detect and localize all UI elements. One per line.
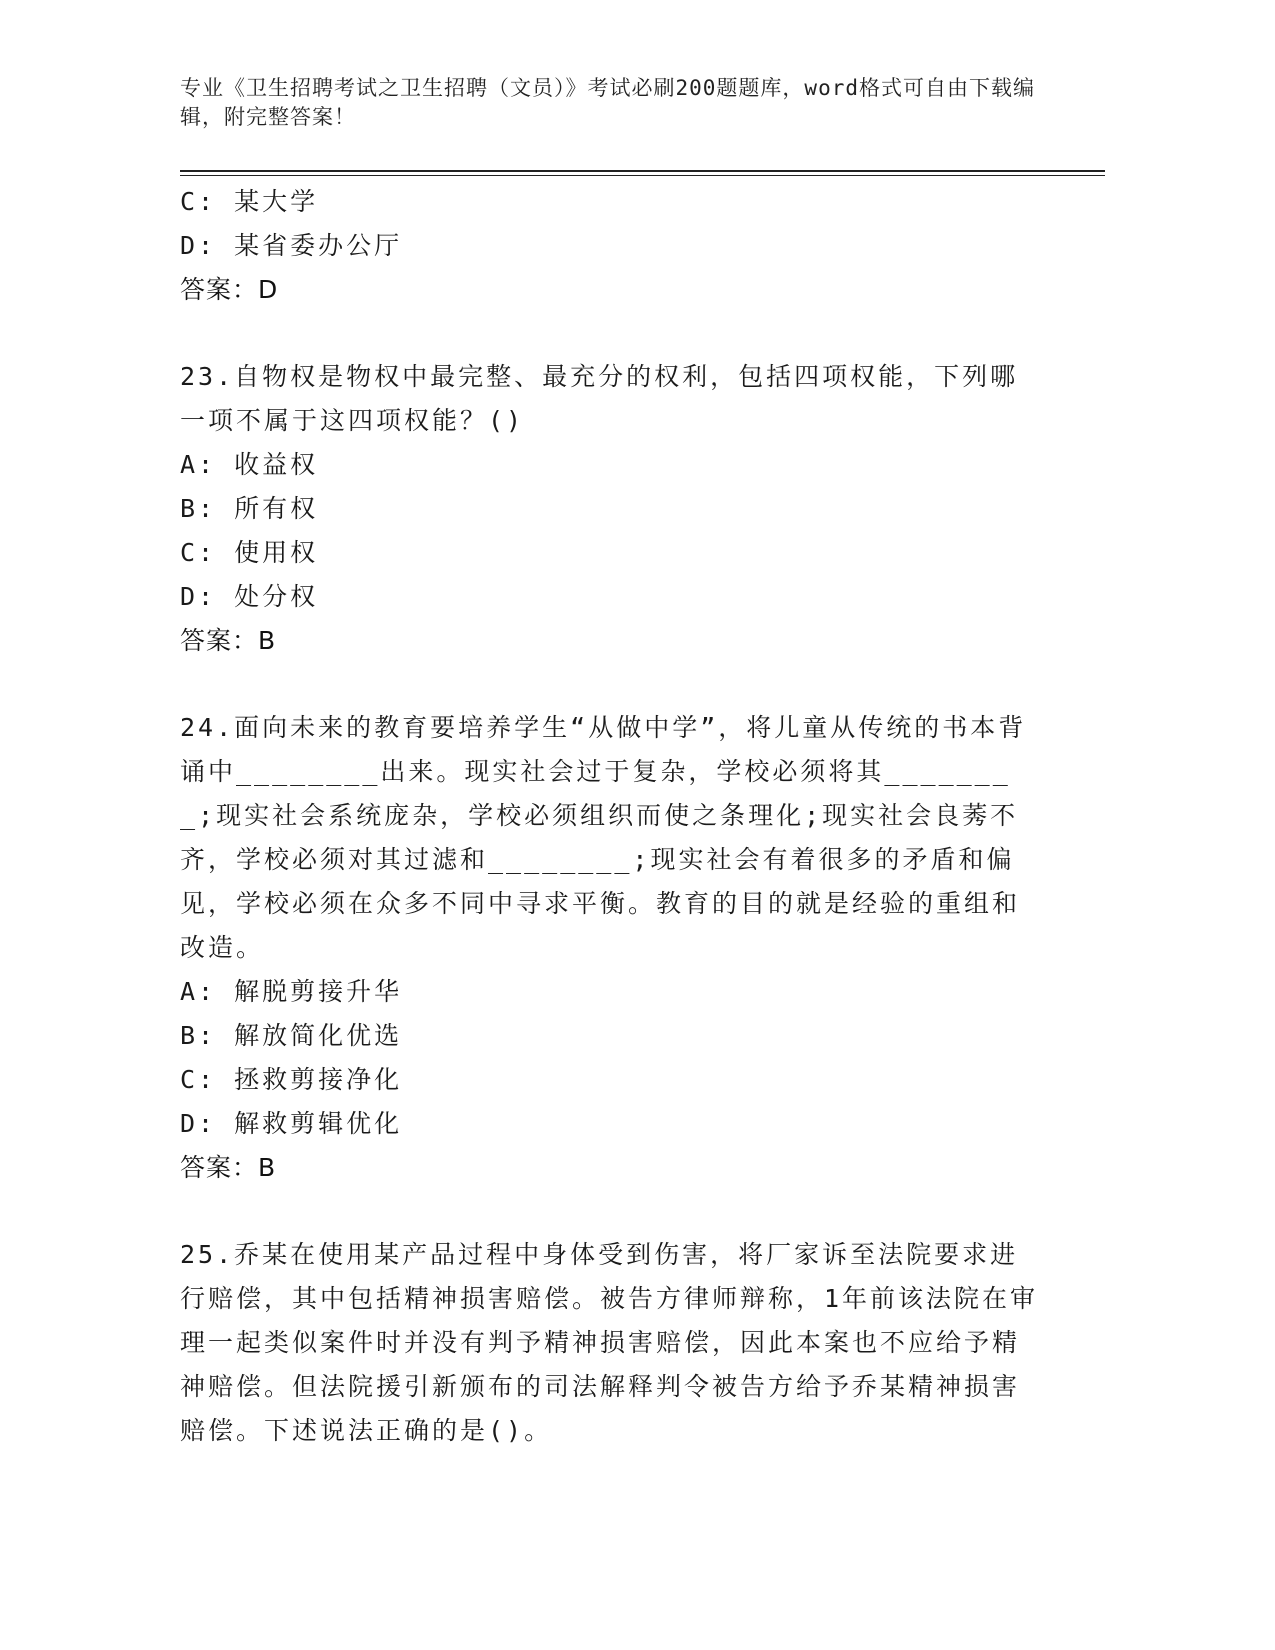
- question-24-answer: 答案：B: [180, 1153, 277, 1182]
- question-23-option-a: A: 收益权: [180, 450, 319, 479]
- question-24-option-d: D: 解救剪辑优化: [180, 1109, 403, 1138]
- question-24-option-b: B: 解放简化优选: [180, 1021, 403, 1050]
- question-23-stem: 23.自物权是物权中最完整、最充分的权利，包括四项权能，下列哪一项不属于这四项权能？(): [180, 362, 1019, 435]
- answer-line: 答案：D: [180, 275, 279, 304]
- header-divider-thin: [180, 175, 1105, 176]
- question-23-option-c: C: 使用权: [180, 538, 319, 567]
- option-d: D: 某省委办公厅: [180, 231, 403, 260]
- question-24-stem: 24.面向未来的教育要培养学生“从做中学”，将儿童从传统的书本背诵中________出来。现实社会过于复杂，学校必须将其________;现实社会系统庞杂，学校必须组织而使之条理化;现实社会良莠不齐，学校必须对其过滤和________;现实社会有着很多的矛盾和偏见，学校必须在众多不同中寻求平衡。教育的目的就是经验的重组和改造。: [180, 713, 1027, 962]
- question-24-option-c: C: 拯救剪接净化: [180, 1065, 403, 1094]
- question-24-option-a: A: 解脱剪接升华: [180, 977, 403, 1006]
- question-23-answer: 答案：B: [180, 626, 277, 655]
- question-content: [180, 180, 1040, 1453]
- question-spacer: [180, 663, 1040, 706]
- document-header: 专业《卫生招聘考试之卫生招聘（文员）》考试必刷200题题库，word格式可自由下载编辑，附完整答案！: [180, 76, 1035, 129]
- option-c: C: 某大学: [180, 187, 319, 216]
- header-divider-thick: [180, 170, 1105, 172]
- question-spacer: [180, 312, 1040, 355]
- question-spacer: [180, 1190, 1040, 1233]
- question-23-option-b: B: 所有权: [180, 494, 319, 523]
- question-25-stem: 25.乔某在使用某产品过程中身体受到伤害，将厂家诉至法院要求进行赔偿，其中包括精神损害赔偿。被告方律师辩称，1年前该法院在审理一起类似案件时并没有判予精神损害赔偿，因此本案也不应给予精神赔偿。但法院援引新颁布的司法解释判令被告方给予乔某精神损害赔偿。下述说法正确的是()。: [180, 1240, 1039, 1445]
- question-23-option-d: D: 处分权: [180, 582, 319, 611]
